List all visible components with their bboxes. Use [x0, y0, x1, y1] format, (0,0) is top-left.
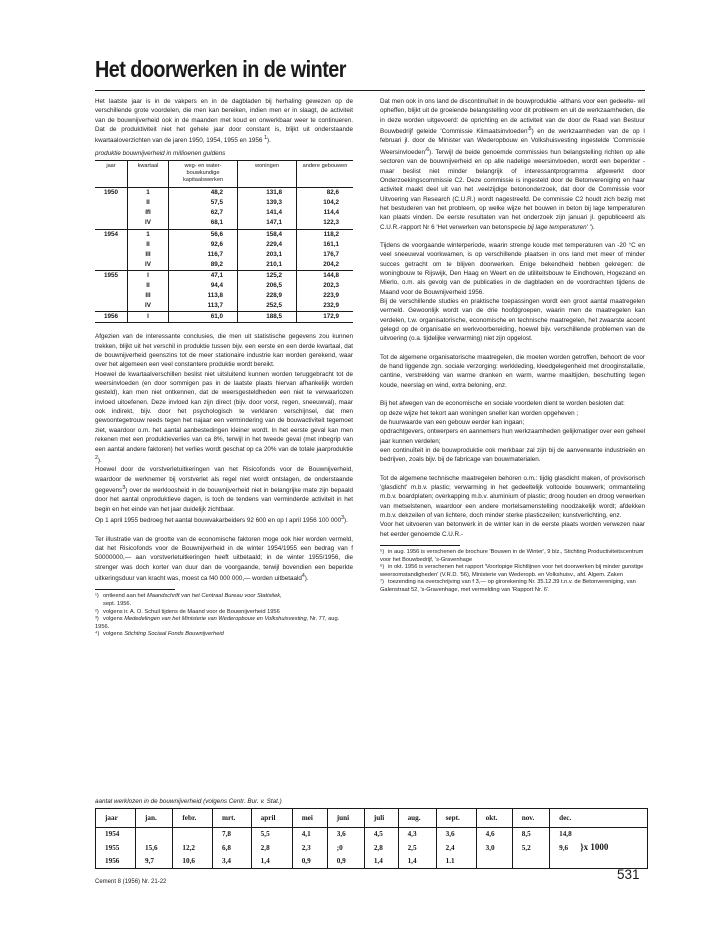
- table-row: [95, 291, 353, 301]
- civil-works-cell: 68,1: [169, 218, 238, 229]
- paragraph-weather-influence: Hoewel de kwartaalverschillen beslist niet uitsluitend kunnen worden teruggebracht tot de weersinvloeden (en door sommigen pas in de laatste plaats hiervan afhankelijk worden gesteld), kan men niet ontkennen, dat de weersgesteldheden een niet te verwaarlozen invloed uitoefenen. Deze invloed kan zijn direct (bijv. door vorst, regen, sneeuwval), maar ook indirekt, bijv. door het psychologisch te verklaren verschijnsel, dat men gewoontegetrouw reeds tegen het najaar een vermindering van de bouwactiviteit tegemoet ziet, waardoor o.m. het aantal aanbestedingen kleiner wordt. In het eerste geval kan men rekenen met een produktieverlies van ca 8%, terwijl in het tweede geval (met inbegrip van een aantal andere faktoren) het verlies wordt geschat op ca 20% van de totale jaarproduktie $^2$).: [95, 370, 353, 464]
- civil-works-cell: 113,8: [169, 291, 238, 301]
- col-header-other-buildings: andere gebouwen: [297, 161, 354, 188]
- quarter-cell: IfI: [128, 208, 169, 218]
- housing-cell: 210,1: [238, 260, 297, 271]
- unemployment-table-caption: aantal werklozen in de bouwnijverheid (volgens Centr. Bur. v. Stat.): [95, 798, 282, 805]
- col-header-10: okt.: [476, 809, 512, 828]
- quarter-cell: I: [128, 312, 169, 323]
- table-row: [95, 188, 353, 199]
- quarter-cell: IV: [128, 260, 169, 271]
- other-buildings-cell: 223,9: [323, 292, 339, 300]
- month-cell: 5,2: [512, 841, 549, 855]
- quarter-cell: II: [128, 240, 169, 250]
- col-header-12: dec.: [550, 809, 647, 828]
- production-table: [95, 160, 353, 323]
- month-cell: 9,6 }x 1000: [559, 842, 609, 852]
- paragraph-organisational: Tot de algemene organisatorische maatregelen, die moeten worden getroffen, behoort de voor de hand liggende zgn. sociale verzorging: werkkleding, kleedgelegenheid met drooginstallatie, cantine, verstrekking van warme dranken en warm, warme maaltijden, beschutting tegen koude, neerslag en wind, extra beloning, enz.: [380, 353, 645, 389]
- month-cell: 1,4: [251, 855, 292, 868]
- paragraph-economic-intro: Bij het afwegen van de economische en sociale voordelen dient te worden besloten dat:: [380, 400, 625, 408]
- month-cell: 8,5: [512, 828, 549, 842]
- footnote-5: ⁵) in aug. 1956 is verschenen de brochure 'Bouwen in de Winter', 9 blz., Stichting Productiviteitscentrum voor het Bouwbedrijf, 's-Gravenhage: [380, 548, 644, 563]
- civil-works-cell: 113,7: [169, 301, 238, 312]
- month-cell: 12,2: [173, 841, 213, 855]
- paragraph-measures: Bij de verschillende studies en praktische toepassingen wordt een groot aantal maatregelen vermeld. Gewoonlijk wordt van de drie hoofdgroepen, waarin men de maatregelen kan verdelen, t.w. organisatorische, economische en technische maatregelen, het zwaarste accent gelegd op de organisatie en werkvoorbereiding, hoewel bijv. verschillende problemen van de uitvoering (o.a. tijdelijke verwarming) niet zijn opgelost.: [380, 298, 645, 343]
- table-row: [96, 855, 647, 868]
- month-cell: 7,8: [212, 828, 251, 842]
- month-cell: 5,5: [251, 828, 292, 842]
- year-cell: 1950: [95, 188, 128, 199]
- year-cell: [95, 301, 128, 312]
- col-header-8: aug.: [398, 809, 436, 828]
- other-buildings-cell: 104,2: [323, 199, 339, 207]
- civil-works-cell: 94,4: [169, 281, 238, 291]
- civil-works-cell: 61,0: [169, 312, 238, 323]
- col-header-civil-works: weg- en water-bouwkundige kapitaalswerken: [169, 161, 238, 188]
- title-rule: [95, 90, 645, 91]
- housing-cell: 229,4: [238, 240, 297, 250]
- col-header-3: mrt.: [212, 809, 251, 828]
- month-cell: 2,3: [292, 841, 327, 855]
- civil-works-cell: 116,7: [169, 250, 238, 260]
- list-item: op deze wijze het tekort aan woningen sneller kan worden opgeheven ;: [380, 409, 579, 417]
- month-cell: 0,9: [327, 855, 364, 868]
- housing-cell: 147,1: [238, 218, 297, 229]
- year-cell: [95, 281, 128, 291]
- paragraph-risk-fund: Hoewel door de vorstverletuitkeringen van het Risicofonds voor de Bouwnijverheid, waardoor de werknemer bij vorstverlet als regel niet wordt ontslagen, de onderstaande gegevens$^3$) over de werkloosheid in de bouwnijverheid niet in belangrijke mate zijn bepaald door het aantal onproduktieve dagen, is toch de tendens van verminderde activiteit in het begin en het einde van het jaar duidelijk zichtbaar.: [95, 466, 353, 513]
- other-buildings-cell: 114,4: [323, 209, 339, 217]
- quarter-cell: III: [128, 291, 169, 301]
- month-cell: 2,4: [436, 841, 476, 855]
- col-header-5: mei: [292, 809, 327, 828]
- article-title: Het doorwerken in de winter: [95, 56, 346, 82]
- table-row: [95, 240, 353, 250]
- table-row: [95, 301, 353, 312]
- table-row: [95, 281, 353, 291]
- housing-cell: 158,4: [238, 229, 297, 240]
- table-row: [95, 208, 353, 218]
- right-column: [380, 97, 645, 595]
- month-cell: 2,8: [364, 841, 398, 855]
- year-cell: 1956: [95, 312, 128, 323]
- paragraph-discontinuity: Dat men ook in ons land de discontinuïteit in de bouwproduktie -althans voor een gedeelte- wil opheffen, blijkt uit de groeiende belangstelling voor dit probleem en uit de werkzaamheden, die in deze worden uitgevoerd: de oprichting en de activiteit van de door de Raad van Bestuur Bouwbedrijf geleide 'Commissie $Klimaatsinvloeden'^5$) en de werkzaamheden van de op I februari jl. door de Minister van Wederopbouw en Volkshuisvesting ingestelde 'Commissie $Weersinvloeden'^6$). Terwijl de beide genoemde commissies hun belangstelling richten op alle sectoren van de bouwnijverheid en op alle nadelige weersinvloeden, wordt een beperkter -maar beslist niet minder belangrijk of interessantprogramma afgewerkt door Onderzoekingscommissie C2. Deze commissie is ingesteld door de Betonvereniging en haar activiteit maakt deel uit van het .veelzijdige betononderzoek, dat door de Commissie voor Uitvoering van Research (C.U.R.) wordt nagestreefd. De commissie C2 houdt zich bezig met het bestuderen van het probleem, op welke wijze het bouwen in beton bij lage temperaturen kan plaats vinden. De eerste resultaten van het onderzoek zijn januari jl. gepubliceerd als C.U.R.-rapport Nr 6 'Het verwerken van betonspecie bij lage temperaturen' ').: [380, 98, 645, 231]
- month-cell: 3,0: [476, 841, 512, 855]
- quarter-cell: 1: [128, 188, 169, 199]
- left-column: [95, 97, 353, 639]
- month-cell: 1.1: [436, 855, 476, 868]
- year-cell: [95, 291, 128, 301]
- civil-works-cell: 57,5: [169, 198, 238, 208]
- table-row: [95, 250, 353, 260]
- quarter-cell: I: [128, 270, 169, 281]
- table-row: [95, 270, 353, 281]
- month-cell: 4,5: [364, 828, 398, 842]
- col-header-7: juli: [364, 809, 398, 828]
- month-cell: 9,7: [136, 855, 173, 868]
- quarter-cell: IV: [128, 301, 169, 312]
- month-cell: 14,8: [559, 830, 572, 838]
- col-header-4: april: [251, 809, 292, 828]
- intro-paragraph: Het laatste jaar is in de vakpers en in de dagbladen bij herhaling gewezen op de verschillende grote voordelen, die men kan bereiken, indien men er in slaagt, de activiteit van de bouwnijverheid ook in de maanden met koud en onwerkbaar weer te continueren. Dat de produktiviteit niet het gehele jaar door constant is, blijkt uit onderstaande kwartaaloverzichten van de jaren 1950, 1954, 1955 en 1956 $^1$).: [95, 98, 353, 145]
- table-row: [95, 218, 353, 229]
- other-buildings-cell: 202,3: [323, 282, 339, 289]
- multiplier-label: }x 1000: [580, 842, 609, 852]
- year-cell: [95, 218, 128, 229]
- page-number: 531: [617, 867, 640, 882]
- table-row: [95, 312, 353, 323]
- paragraph-technical: Tot de algemene technische maatregelen behoren o.m.: tijdig glasdicht maken, of provisorisch 'glasdicht' m.b.v. plastic; verwarming in het gedeeltelijk voltooide bouwwerk; ommanteling m.b.v. boardplaten; overkapping m.b.v. aluminium of plastic; droog houden en droog verwerken van metselstenen, waardoor een andere mortelsamenstelling noodzakelijk wordt; afdekken m.b.v. dekzeilen of van lichtere, doch minder sterke plasticzeilen; kunstverlichting, enz.: [380, 474, 645, 519]
- footnote-2: ²) volgens ir. A. O. Schuil tijdens de Maand voor de Bouwnijverheid 1956: [95, 608, 280, 615]
- other-buildings-cell: 176,7: [323, 250, 339, 258]
- col-header-1: jan.: [136, 809, 173, 828]
- list-item: opdrachtgevers, ontwerpers en aannemers hun werkzaamheden gelijkmatiger over een geheel jaar kunnen verdelen;: [380, 428, 645, 445]
- table-row: [96, 828, 647, 842]
- other-buildings-cell: 118,2: [297, 229, 354, 240]
- quarter-cell: II: [128, 198, 169, 208]
- col-header-2: febr.: [173, 809, 213, 828]
- housing-cell: 125,2: [238, 270, 297, 281]
- civil-works-cell: 62,7: [169, 208, 238, 218]
- year-cell: [95, 198, 128, 208]
- civil-works-cell: 56,6: [169, 229, 238, 240]
- month-cell: 6,8: [212, 841, 251, 855]
- year-cell: [95, 250, 128, 260]
- civil-works-cell: 92,6: [169, 240, 238, 250]
- month-cell: 2,5: [398, 841, 436, 855]
- table-row: [95, 260, 353, 271]
- year-cell: [95, 260, 128, 271]
- month-cell: 1,4: [364, 855, 398, 868]
- year-cell: 1956: [96, 855, 136, 868]
- col-header-0: jaar: [96, 809, 136, 828]
- civil-works-cell: 47,1: [169, 270, 238, 281]
- month-cell: 3,6: [436, 828, 476, 842]
- month-cell: 1,4: [398, 855, 436, 868]
- month-cell: [136, 828, 173, 842]
- month-cell: 3,6: [327, 828, 364, 842]
- quarter-cell: IV: [128, 218, 169, 229]
- year-cell: [95, 208, 128, 218]
- month-cell: 0,9: [292, 855, 327, 868]
- other-buildings-cell: 204,2: [323, 260, 339, 268]
- other-buildings-cell: 144,8: [297, 270, 354, 281]
- month-cell: [476, 855, 512, 868]
- month-cell: 4,3: [398, 828, 436, 842]
- col-header-quarter: kwartaal: [128, 161, 169, 188]
- journal-reference: Cement 8 (1956) Nr. 21-22: [95, 879, 167, 885]
- footnote-7: ⁷) toezending na overschrijving van f 3,— op girorekening Nr. 35.12.39 t.n.v. de Betonvereniging, van Galenstraat 52, 's-Gravenhage, met vermelding van 'Rapport Nr. 6'.: [380, 579, 636, 593]
- list-item: een continuïteit in de bouwproduktie ook merkbaar zal zijn bij de aanverwante industrieën en bedrijven, zoals bijv. bij de fabricage van bouwmaterialen.: [380, 446, 645, 464]
- footnote-rule: [95, 589, 175, 590]
- col-header-6: juni: [327, 809, 364, 828]
- month-cell: 2,8: [251, 841, 292, 855]
- year-cell: [95, 240, 128, 250]
- housing-cell: 139,3: [238, 198, 297, 208]
- housing-cell: 131,8: [238, 188, 297, 199]
- month-cell: 10,6: [173, 855, 213, 868]
- month-cell: 3,4: [212, 855, 251, 868]
- month-cell: 4,1: [292, 828, 327, 842]
- other-buildings-cell: 82,6: [297, 188, 354, 199]
- month-cell: [173, 828, 213, 842]
- paragraph-conclusions: Afgezien van de interessante conclusies, die men uit statistische gegevens zou kunnen trekken, blijkt uit het verschil in produktie tussen bijv. een eerste en een derde kwartaal, dat de bouwnijverheid geenszins tot de meer stationaire industrie kan worden gerekend, waar over het algemeen een veel constantere produktie wordt bereikt.: [95, 333, 353, 369]
- year-cell: 1955: [95, 270, 128, 281]
- housing-cell: 203,1: [238, 250, 297, 260]
- year-cell: 1954: [95, 229, 128, 240]
- quarter-cell: III: [128, 250, 169, 260]
- paragraph-winter-period: Tijdens de voorgaande winterperiode, waarin strenge koude met temperaturen van -20 °C en veel sneeuwval voorkwamen, is op verschillende plaatsen in ons land met meer of minder succes getracht om te blijven doorwerken. Enige bekendheid hebben gekregen: de woningbouw te Rijswijk, Den Haag en Weert en de utiliteitsbouw te Eindhoven, Hogezand en Mierlo, o.m. als gevolg van de publicaties in de dagbladen en de voordrachten tijdens de Maand voor de Bouwnijverheid 1956.: [380, 242, 645, 296]
- other-buildings-cell: 232,9: [323, 302, 339, 310]
- housing-cell: 228,9: [238, 291, 297, 301]
- quarter-cell: 1: [128, 229, 169, 240]
- paragraph-economic-factors: Ter illustratie van de grootte van de economische faktoren moge ook hier worden vermeld, dat het Risicofonds voor de Bouwnijverheid in de winter 1954/1955 een bedrag van f 50000000,— aan vorstverletuitkeringen heeft uitbetaald; in de winter 1955/1956, die strenger was doch korter van duur dan de voorgaande, terwijl bovendien een beperkte uitkeringsduur van kracht was, moest ca f40 000 000,— worden uitbetaald$^4$).: [95, 535, 353, 582]
- year-cell: 1954: [96, 828, 136, 842]
- month-cell: [512, 855, 549, 868]
- col-header-11: nov.: [512, 809, 549, 828]
- table-row: [95, 229, 353, 240]
- civil-works-cell: 48,2: [169, 188, 238, 199]
- quarter-cell: II: [128, 281, 169, 291]
- footnote-3: ³) volgens Mededelingen van het Ministerie van Wederopbouw en Volkshuisvesting, Nr. 77, aug. 1956.: [95, 616, 340, 630]
- month-cell: ;0: [327, 841, 364, 855]
- housing-cell: 206,5: [238, 281, 297, 291]
- footnote-rule: [380, 545, 460, 546]
- other-buildings-cell: 172,9: [297, 312, 354, 323]
- list-item: de huurwaarde van een gebouw eerder kan ingaan;: [380, 418, 525, 426]
- col-header-9: sept.: [436, 809, 476, 828]
- civil-works-cell: 89,2: [169, 260, 238, 271]
- table-row: [96, 841, 647, 855]
- paragraph-worker-count: Op 1 april 1955 bedroeg het aantal bouwvakarbeiders 92 600 en op I april 1956 100 $000^3$).: [95, 515, 348, 525]
- paragraph-concrete-work: Voor het uitvoeren van betonwerk in de winter kan in de eerste plaats worden verwezen naar het eerder genoemde C.U.R.-: [380, 521, 645, 538]
- col-header-housing: woningen: [238, 161, 297, 188]
- production-table-caption: produktie bouwnijverheid in millioenen guldens: [95, 149, 226, 157]
- month-cell: 4,6: [476, 828, 512, 842]
- table-row: [95, 198, 353, 208]
- footnote-6: ⁶) in okt. 1956 is verschenen het rapport 'Voorlopige Richtlijnen voor het doorwerken bij minder gunstige weersomstandigheden' (V.R.D. '56), Ministerie van Wederopb. en Volkshuisv., afd. Algem. Zaken: [380, 564, 644, 578]
- year-cell: 1955: [96, 841, 136, 855]
- footnote-1: ¹) ontleend aan het Maandschrift van het Centraal Bureau voor Statistiek, sept. 1956.: [95, 593, 282, 607]
- unemployment-table: [95, 808, 648, 869]
- housing-cell: 188,5: [238, 312, 297, 323]
- housing-cell: 252,5: [238, 301, 297, 312]
- footnote-4: ⁴) volgens Stichting Sociaal Fonds Bouwnijverheid: [95, 631, 224, 638]
- col-header-year: jaar: [95, 161, 128, 188]
- month-cell: 15,6: [136, 841, 173, 855]
- housing-cell: 141,4: [238, 208, 297, 218]
- other-buildings-cell: 122,3: [323, 219, 339, 227]
- other-buildings-cell: 161,1: [323, 240, 339, 248]
